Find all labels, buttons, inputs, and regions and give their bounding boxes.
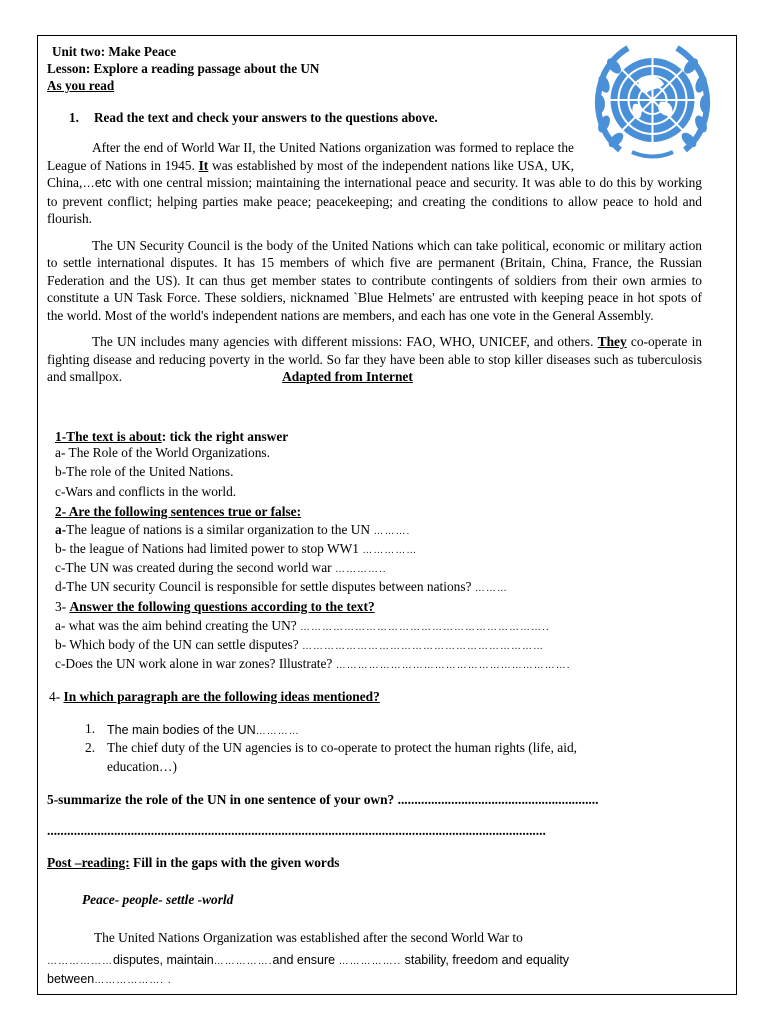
q3-item-c: c-Does the UN work alone in war zones? Illustrate? ………………………………………………………. [55, 656, 571, 671]
gap-fill-line-2: ………………disputes, maintain…………….and ensure …………….. stability, freedom and equality [47, 953, 570, 967]
q1-option-b: b-The role of the United Nations. [55, 464, 234, 479]
answer-blank[interactable]: …………… [362, 545, 418, 556]
q5-prompt: 5-summarize the role of the UN in one sentence of your own? ............................................................ [47, 792, 599, 807]
q2-item-b: b- the league of Nations had limited power to stop WW1 …………… [55, 541, 418, 556]
answer-blank[interactable]: ………………………………………………………….. [300, 622, 550, 633]
gap-fill-line-3: between………………. . [47, 972, 172, 986]
q1-heading: 1-The text is about: tick the right answer [55, 429, 289, 444]
reading-passage [47, 139, 702, 386]
answer-blank[interactable]: ………. [373, 526, 411, 537]
answer-blank[interactable]: ............................................................ [397, 792, 599, 807]
gap-blank[interactable]: ……………… [47, 956, 113, 967]
paragraph-1: After the end of World War II, the United Nations organization was formed to replace the League of Nations in 1945. It was established by most of the independent nations like USA, UK, China,…etc with one central mission; maintaining the international peace and security. It was able to do this by working to prevent conflict; helping parties make peace; peacekeeping; and creating the conditions to allow peace to hold and flourish. [47, 140, 702, 226]
task-number: 1. [69, 110, 79, 125]
word-bank: Peace- people- settle -world [82, 892, 234, 907]
answer-blank[interactable]: ………………………………………………………… [302, 641, 545, 652]
lesson-title: Lesson: Explore a reading passage about the UN [47, 61, 320, 76]
q4-item-1-number: 1. [85, 721, 96, 736]
q4-item-2-continued: education…) [107, 759, 177, 774]
reference-they: They [597, 334, 627, 349]
q2-item-d: d-The UN security Council is responsible for settle disputes between nations? ……… [55, 579, 508, 594]
unit-title: Unit two: Make Peace [52, 44, 177, 59]
q1-option-a: a- The Role of the World Organizations. [55, 445, 270, 460]
gap-blank[interactable]: ………………. . [94, 975, 172, 986]
task-instruction: Read the text and check your answers to the questions above. [94, 110, 438, 125]
answer-blank[interactable]: ………………………………………………………. [335, 660, 571, 671]
answer-blank[interactable]: ………… [255, 726, 300, 737]
q4-item-2: The chief duty of the UN agencies is to co-operate to protect the human rights (life, aid, [107, 740, 577, 755]
post-reading-heading: Post –reading: Fill in the gaps with the given words [47, 855, 340, 870]
as-you-read-heading: As you read [47, 78, 115, 93]
q3-item-b: b- Which body of the UN can settle disputes? ………………………………………………………… [55, 637, 545, 652]
gap-blank[interactable]: ……………. [213, 956, 273, 967]
q2-item-c: c-The UN was created during the second world war ………….. [55, 560, 387, 575]
paragraph-3: The UN includes many agencies with different missions: FAO, WHO, UNICEF, and others. They co-operate in fighting disease and reducing poverty in the world. So far they have been able to stop killer diseases such as tuberculosis and smallpox. Adapted from Internet [47, 334, 702, 384]
answer-blank[interactable]: ……… [474, 583, 508, 594]
q4-item-1: The main bodies of the UN………… [107, 723, 300, 737]
q1-option-c: c-Wars and conflicts in the world. [55, 484, 237, 499]
gap-blank[interactable]: …………….. [338, 956, 402, 967]
paragraph-2: The UN Security Council is the body of the United Nations which can take political, economic or military action to settle international disputes. It has 15 members of which five are permanent (Britain, China, France, the Russian Federation and the US). It can thus get member states to contribute contingents of soldiers from their own armies to constitute a UN Task Force. These soldiers, nicknamed `Blue Helmets' are entrusted with keeping peace in hot spots of the world. Most of the world's independent nations are members, and each has one vote in the General Assembly. [47, 237, 702, 323]
source-credit: Adapted from Internet [282, 369, 413, 384]
gap-fill-line-1: The United Nations Organization was established after the second World War to [94, 930, 523, 945]
q4-item-2-number: 2. [85, 740, 96, 755]
q3-item-a: a- what was the aim behind creating the UN? ………………………………………………………….. [55, 618, 550, 633]
q3-heading: 3- Answer the following questions according to the text? [55, 599, 375, 614]
reference-it: It [198, 157, 209, 173]
q4-heading: 4- In which paragraph are the following ideas mentioned? [49, 689, 380, 704]
q2-heading: 2- Are the following sentences true or false: [55, 504, 302, 519]
q2-item-a: a-The league of nations is a similar organization to the UN ………. [55, 522, 411, 537]
q5-answer-line[interactable]: ..................................................................................................................................................... [47, 823, 546, 838]
answer-blank[interactable]: ………….. [334, 564, 387, 575]
